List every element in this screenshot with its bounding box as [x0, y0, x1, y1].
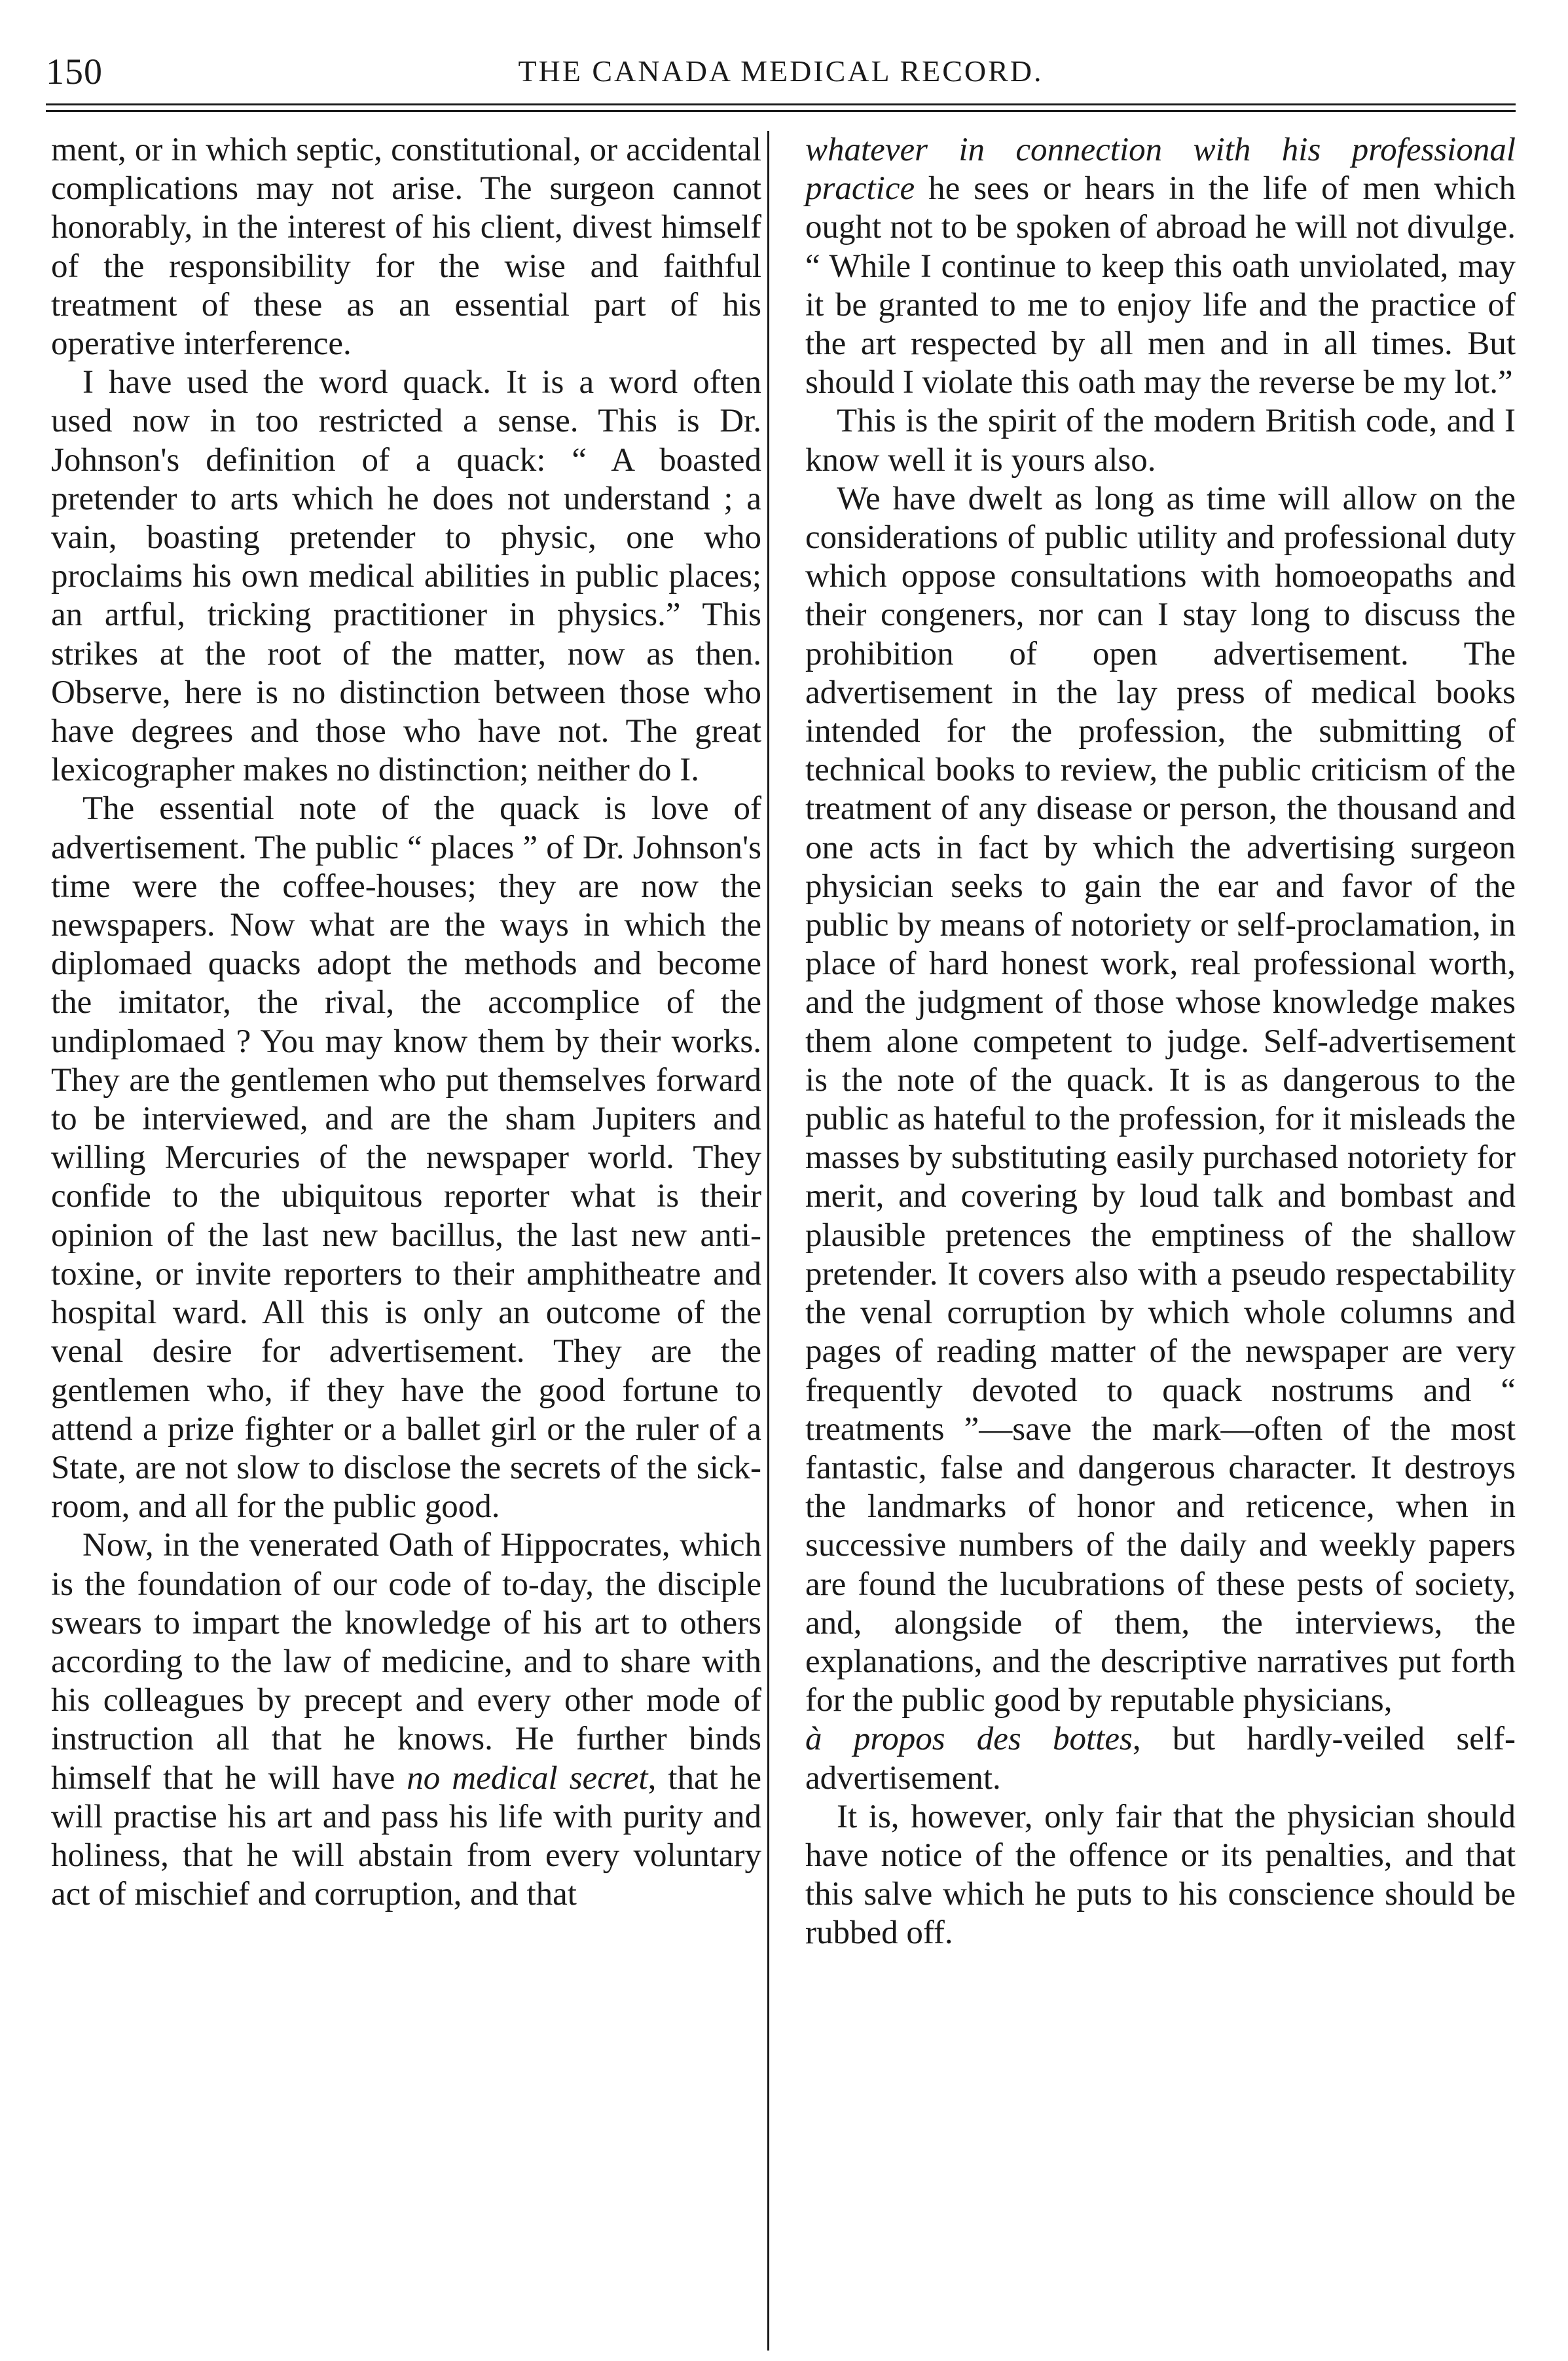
italic-phrase: à propos des bottes [805, 1721, 1133, 1758]
text-run: , but hardly-veiled self-advertisement. [805, 1721, 1516, 1797]
paragraph-british-code: This is the spirit of the modern British code, and I know well it is yours also. [805, 403, 1516, 479]
paragraph-quack-definition: I have used the word quack. It is a word often used now in too restricted a sense. This is Dr. Johnson's definition of a quack: “ A boasted pretender to arts which he does not understand ; a vain, boasting pretender to physic, one who proclaims his own medical abilities in public places; an artful, tricking practitioner in physics.” This strikes at the root of the matter, now as then. Observe, here is no distinction between those who have degrees and those who have not. The great lexicographer makes no distinction; neither do I. [51, 364, 761, 789]
italic-phrase: whatever in connection with his professional practice [805, 132, 1516, 208]
paragraph-hippocratic-oath [51, 1526, 761, 1914]
paragraph-continuation: ment, or in which septic, constitutional, or accidental complications may not arise. The surgeon cannot honorably, in the interest of his client, divest himself of the responsibility for the wise and faithful treatment of these as an essential part of his operative interference. [51, 132, 761, 363]
paragraph-oath-continuation [805, 131, 1516, 402]
page-number: 150 [46, 52, 103, 92]
text-run: he sees or hears in the life of men which ought not to be spoken of abroad he will not divulge. “ While I continue to keep this oath unviolated, may it be granted to me to enjoy life and the practice of the art respected by all men and in all times. But should I violate this oath may the reverse be my lot.” [805, 170, 1516, 401]
italic-phrase: no medical secret [407, 1759, 648, 1797]
paragraph-consultations: We have dwelt as long as time will allow on the considerations of public utility and professional duty which oppose consultations with homoeopaths and their congeners, nor can I stay long to discuss the prohibition of open advertisement. The advertisement in the lay press of medical books intended for the profession, the submitting of technical books to review, the public criticism of the treatment of any disease or person, the thousand and one acts in fact by which the advertising surgeon physician seeks to gain the ear and favor of the public by means of notoriety or self-proclamation, in place of hard honest work, real professional worth, and the judgment of those whose knowledge makes them alone competent to judge. Self-advertisement is the note of the quack. It is as dangerous to the public as hateful to the profession, for it misleads the masses by substituting easily purchased notoriety for merit, and covering by loud talk and bombast and plausible pretences the emptiness of the shallow pretender. It covers also with a pseudo respectability the venal corruption by which whole columns and pages of reading matter of the newspaper are very frequently devoted to quack nostrums and “ treatments ”—save the mark—often of the most fantastic, false and dangerous character. It destroys the landmarks of honor and reticence, when in successive numbers of the daily and weekly papers are found the lucubrations of these pests of society, and, alongside of them, the interviews, the explanations, and the descriptive narratives put forth for the public good by reputable physicians, [805, 480, 1516, 1719]
text-run: , that he will practise his art and pass his life with purity and holiness, that he will abstain from every voluntary act of mischief and corruption, and that [51, 1759, 761, 1913]
left-column [51, 131, 761, 1914]
paragraph-propos-des-bottes [805, 1720, 1516, 1797]
header-rule-bottom [46, 110, 1516, 112]
paragraph-physician-notice: It is, however, only fair that the physician should have notice of the offence or its penalties, and that this salve which he puts to his conscience should be rubbed off. [805, 1798, 1516, 1952]
right-column [805, 131, 1516, 1953]
journal-title: THE CANADA MEDICAL RECORD. [518, 54, 1044, 88]
paragraph-advertisement: The essential note of the quack is love of advertisement. The public “ places ” of Dr. Johnson's time were the coffee-houses; they are now the newspapers. Now what are the ways in which the diplomaed quacks adopt the methods and become the imitator, the rival, the accomplice of the undiplomaed ? You may know them by their works. They are the gentlemen who put themselves forward to be interviewed, and are the sham Jupiters and willing Mercuries of the newspaper world. They confide to the ubiquitous reporter what is their opinion of the last new bacillus, the last new anti-toxine, or invite reporters to their amphitheatre and hospital ward. All this is only an outcome of the venal desire for advertisement. They are the gentlemen who, if they have the good fortune to attend a prize fighter or a ballet girl or the ruler of a State, are not slow to disclose the secrets of the sick-room, and all for the public good. [51, 790, 761, 1526]
page-header [46, 46, 1516, 98]
text-run: Now, in the venerated Oath of Hippocrates, which is the foundation of our code of to-day, the disciple swears to impart the knowledge of his art to others according to the law of medicine, and to share with his colleagues by precept and every other mode of instruction all that he knows. He further binds himself that he will have [51, 1527, 761, 1797]
column-divider [767, 131, 769, 2351]
header-rule-top [46, 103, 1516, 105]
